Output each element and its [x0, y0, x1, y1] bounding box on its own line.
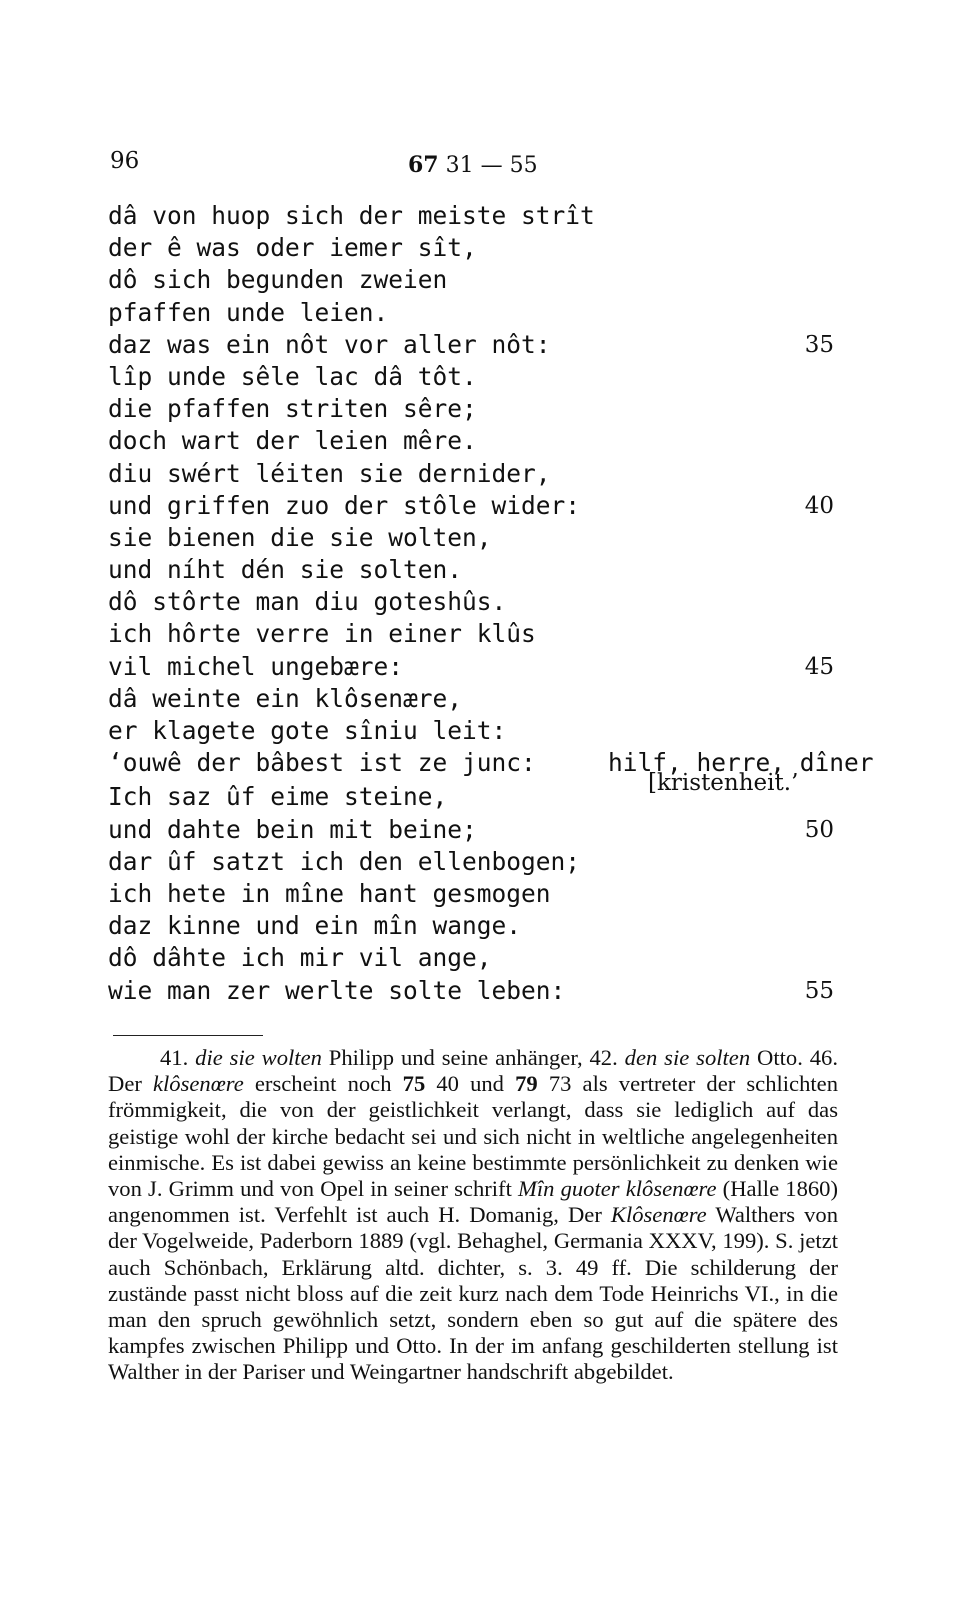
running-head-ref: 67	[408, 152, 439, 178]
running-head	[408, 152, 538, 178]
verse-line: und dahte bein mit beine; 50	[108, 814, 848, 846]
verse-line: ich hete in mîne hant gesmogen	[108, 878, 551, 908]
verse-line: diu swért léiten sie dernider,	[108, 458, 551, 488]
verse-line: dô sich begunden zweien	[108, 265, 448, 295]
verse-line: lîp unde sêle lac dâ tôt.	[108, 361, 477, 391]
verse-line: doch wart der leien mêre.	[108, 426, 477, 456]
footnote-rule	[113, 1035, 263, 1036]
verse-line: und griffen zuo der stôle wider: 40	[108, 490, 848, 522]
verse-line: daz was ein nôt vor aller nôt: 35	[108, 329, 848, 361]
verse-line: daz kinne und ein mîn wange.	[108, 911, 522, 941]
verse-line: dâ von huop sich der meiste strît	[108, 201, 595, 230]
verse-line: wie man zer werlte solte leben: 55	[108, 975, 848, 1007]
verse-line: dâ weinte ein klôsenære,	[108, 683, 463, 713]
footnotes	[108, 1045, 838, 1386]
verse-line: dô stôrte man diu goteshûs.	[108, 587, 507, 617]
verse-line: Ich saz ûf eime steine, [kristenheit.’	[108, 781, 848, 813]
verse-line: der ê was oder iemer sît,	[108, 233, 477, 263]
line-number: 55	[804, 977, 834, 1004]
line-number: 40	[804, 492, 834, 519]
page-number: 96	[110, 148, 140, 174]
verse-line: und níht dén sie solten.	[108, 555, 463, 585]
verse-line: er klagete gote sîniu leit:	[108, 716, 507, 745]
line-number: 50	[804, 816, 834, 843]
line-number: 45	[804, 653, 834, 680]
verse-line: ich hôrte verre in einer klûs	[108, 619, 536, 649]
verse-line: dar ûf satzt ich den ellenbogen;	[108, 846, 581, 876]
verse-line-continuation: hilf, herre, dîner	[608, 748, 874, 778]
verse-line: vil michel ungebære: 45	[108, 651, 848, 683]
footnote-paragraph: 41. die sie wolten Philipp und seine anhänger, 42. den sie solten Otto. 46. Der klôsenœre erscheint noch 75 40 und 79 73 als vertreter der schlichten frömmigkeit, die von der geistlichkeit verlangt, dass sie lediglich auf das geistige wohl der kirche bedacht sei und sich nicht in weltliche angelegenheiten einmische. Es ist dabei gewiss an keine bestimmte persönlichkeit zu denken wie von J. Grimm und von Opel in seiner schrift Mîn guoter klôsenœre (Halle 1860) angenommen ist. Verfehlt ist auch H. Domanig, Der Klôsenœre Walthers von der Vogelweide, Paderborn 1889 (vgl. Behaghel, Germania XXXV, 199). S. jetzt auch Schönbach, Erklärung altd. dichter, s. 3. 49 ff. Die schilderung der zustände passt nicht bloss auf die zeit kurz nach dem Tode Heinrichs VI., in die man den spruch gewöhnlich setzt, sondern eben so gut auf die spätere des kampfes zwischen Philipp und Otto. In der im anfang geschilderten stellung ist Walther in der Pariser und Weingartner handschrift abgebildet.	[108, 1045, 838, 1385]
verse-line: die pfaffen striten sêre;	[108, 394, 477, 424]
verse-line: sie bienen die sie wolten,	[108, 522, 492, 552]
turnover-word: [kristenheit.’	[648, 770, 799, 797]
verse-block	[108, 200, 874, 1007]
page-header	[0, 148, 960, 182]
running-head-range: 31 — 55	[438, 153, 538, 178]
verse-line: pfaffen unde leien.	[108, 297, 389, 327]
line-number: 35	[804, 331, 834, 358]
verse-line-split: ‘ouwê der bâbest ist ze junc: hilf, herre, dîner	[108, 747, 848, 779]
verse-line: dô dâhte ich mir vil ange,	[108, 943, 492, 973]
